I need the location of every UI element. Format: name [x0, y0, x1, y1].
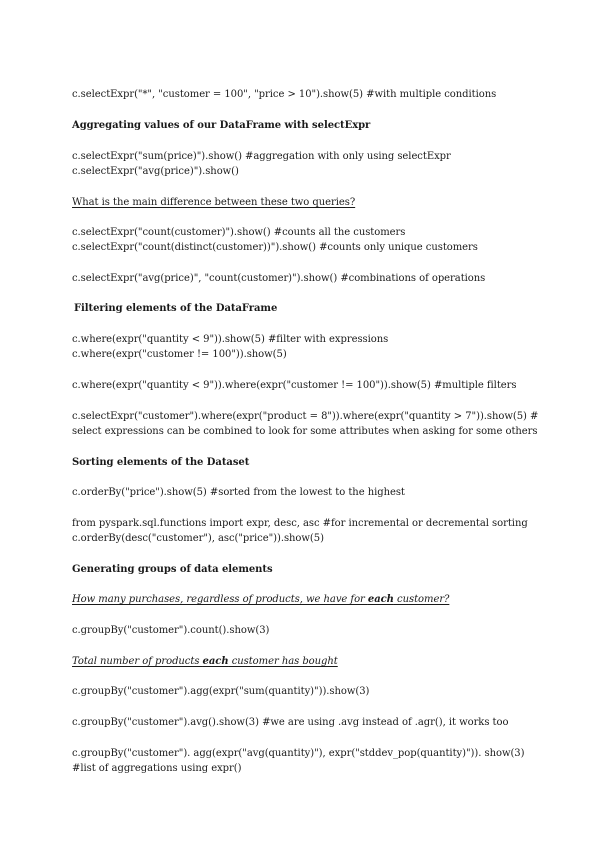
code-line: c.selectExpr("customer").where(expr("product = 8")).where(expr("quantity > 7")).show(5) #	[72, 411, 539, 422]
question-text: Total number of products	[72, 656, 203, 667]
question-text: How many purchases, regardless of products, we have for	[72, 594, 368, 605]
code-line: c.selectExpr("*", "customer = 100", "price > 10").show(5) #with multiple conditions	[72, 89, 497, 100]
code-line: c.where(expr("customer != 100")).show(5)	[72, 349, 287, 360]
code-line: c.orderBy(desc("customer"), asc("price")).show(5)	[72, 533, 324, 544]
section-heading: Aggregating values of our DataFrame with selectExpr	[72, 120, 371, 131]
code-line: c.where(expr("quantity < 9")).show(5) #filter with expressions	[72, 334, 389, 345]
section-heading: Generating groups of data elements	[72, 564, 273, 575]
code-line: c.selectExpr("avg(price)", "count(customer)").show() #combinations of operations	[72, 273, 486, 284]
code-line: c.groupBy("customer").agg(expr("sum(quantity)")).show(3)	[72, 686, 370, 697]
section-heading: Sorting elements of the Dataset	[72, 457, 250, 468]
code-line: from pyspark.sql.functions import expr, desc, asc #for incremental or decremental sorting	[72, 518, 528, 529]
code-line: c.groupBy("customer").count().show(3)	[72, 625, 270, 636]
question-text: customer?	[393, 594, 450, 605]
code-line: c.orderBy("price").show(5) #sorted from the lowest to the highest	[72, 487, 405, 498]
code-line: c.selectExpr("count(customer)").show() #counts all the customers	[72, 227, 406, 238]
question-line	[72, 593, 449, 606]
code-line: #list of aggregations using expr()	[72, 763, 242, 774]
code-line: c.groupBy("customer"). agg(expr("avg(quantity)"), expr("stddev_pop(quantity)")). show(3)	[72, 748, 525, 759]
code-line: select expressions can be combined to look for some attributes when asking for some others	[72, 426, 538, 437]
question-line	[72, 655, 338, 668]
code-line: c.selectExpr("avg(price)").show()	[72, 166, 239, 177]
emphasis-text: each	[202, 656, 229, 667]
question-line: What is the main difference between these two queries?	[72, 197, 356, 208]
code-line: c.selectExpr("count(distinct(customer))").show() #counts only unique customers	[72, 242, 478, 253]
code-line: c.groupBy("customer").avg().show(3) #we are using .avg instead of .agr(), it works too	[72, 717, 509, 728]
section-heading: Filtering elements of the DataFrame	[74, 303, 278, 314]
code-line: c.selectExpr("sum(price)").show() #aggregation with only using selectExpr	[72, 151, 451, 162]
emphasis-text: each	[367, 594, 394, 605]
code-line: c.where(expr("quantity < 9")).where(expr("customer != 100")).show(5) #multiple filters	[72, 380, 517, 391]
question-text: customer has bought	[228, 656, 338, 667]
